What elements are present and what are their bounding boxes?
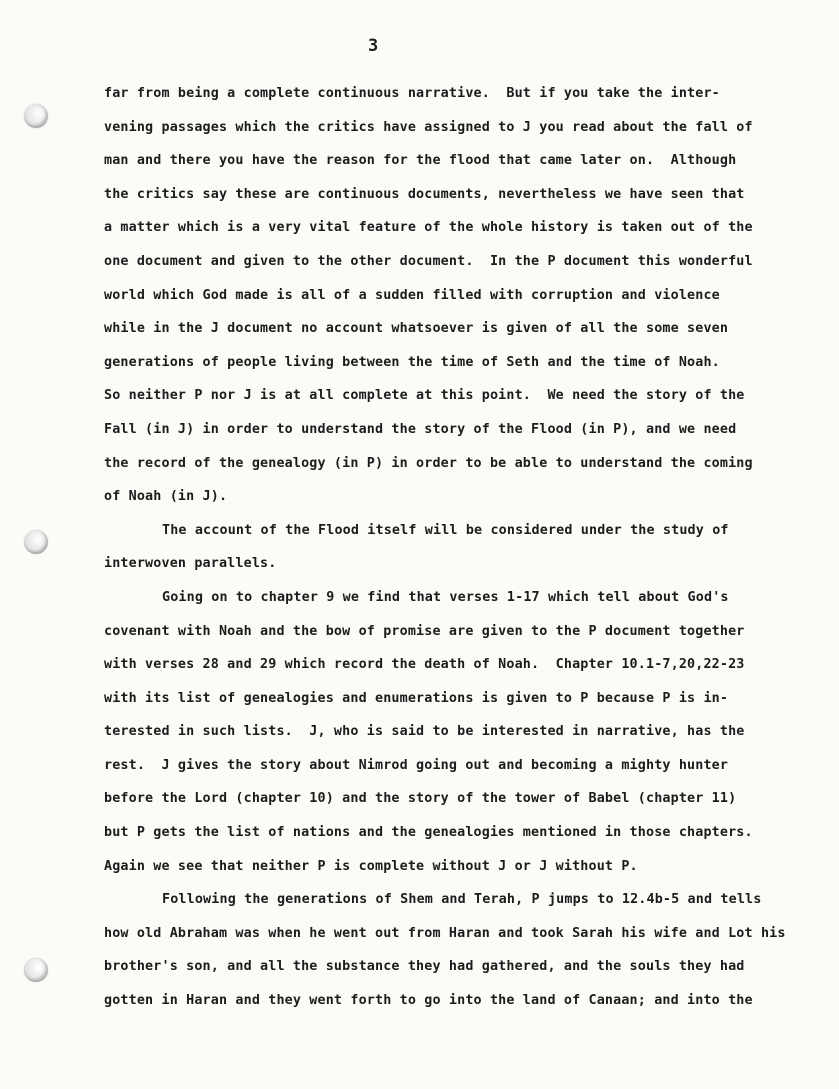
- text-line: before the Lord (chapter 10) and the story of the tower of Babel (chapter 11): [104, 791, 737, 807]
- text-line: Following the generations of Shem and Terah, P jumps to 12.4b-5 and tells: [162, 892, 762, 908]
- text-line: the record of the genealogy (in P) in order to be able to understand the coming: [104, 455, 753, 471]
- text-line: The account of the Flood itself will be considered under the study of: [162, 522, 729, 538]
- text-line: interwoven parallels.: [104, 556, 277, 572]
- text-line: with verses 28 and 29 which record the death of Noah. Chapter 10.1-7,20,22-23: [104, 657, 745, 673]
- text-line: one document and given to the other document. In the P document this wonderful: [104, 253, 753, 269]
- text-line: vening passages which the critics have assigned to J you read about the fall of: [104, 119, 753, 135]
- text-line: Fall (in J) in order to understand the story of the Flood (in P), and we need: [104, 421, 737, 437]
- punch-hole-bottom: [24, 958, 48, 982]
- text-line: how old Abraham was when he went out from Haran and took Sarah his wife and Lot his: [104, 925, 786, 941]
- text-line: world which God made is all of a sudden filled with corruption and violence: [104, 287, 720, 303]
- punch-hole-middle: [24, 530, 48, 554]
- page-number: 3: [368, 36, 379, 56]
- text-line: of Noah (in J).: [104, 489, 228, 505]
- text-line: man and there you have the reason for the flood that came later on. Although: [104, 153, 737, 169]
- punch-hole-top: [24, 104, 48, 128]
- text-line: the critics say these are continuous documents, nevertheless we have seen that: [104, 186, 745, 202]
- text-line: gotten in Haran and they went forth to go into the land of Canaan; and into the: [104, 993, 753, 1009]
- body-text: [104, 82, 819, 1023]
- text-line: generations of people living between the time of Seth and the time of Noah.: [104, 354, 720, 370]
- text-line: So neither P nor J is at all complete at this point. We need the story of the: [104, 388, 745, 404]
- text-line: with its list of genealogies and enumerations is given to P because P is in-: [104, 690, 729, 706]
- text-line: Again we see that neither P is complete without J or J without P.: [104, 858, 638, 874]
- text-line: terested in such lists. J, who is said to be interested in narrative, has the: [104, 724, 745, 740]
- text-line: Going on to chapter 9 we find that verses 1-17 which tell about God's: [162, 589, 729, 605]
- text-line: brother's son, and all the substance they had gathered, and the souls they had: [104, 959, 745, 975]
- text-line: while in the J document no account whatsoever is given of all the some seven: [104, 321, 729, 337]
- text-line: a matter which is a very vital feature of the whole history is taken out of the: [104, 220, 753, 236]
- text-line: but P gets the list of nations and the genealogies mentioned in those chapters.: [104, 825, 753, 841]
- text-line: covenant with Noah and the bow of promise are given to the P document together: [104, 623, 745, 639]
- text-line: far from being a complete continuous narrative. But if you take the inter-: [104, 86, 720, 101]
- text-line: rest. J gives the story about Nimrod going out and becoming a mighty hunter: [104, 757, 729, 773]
